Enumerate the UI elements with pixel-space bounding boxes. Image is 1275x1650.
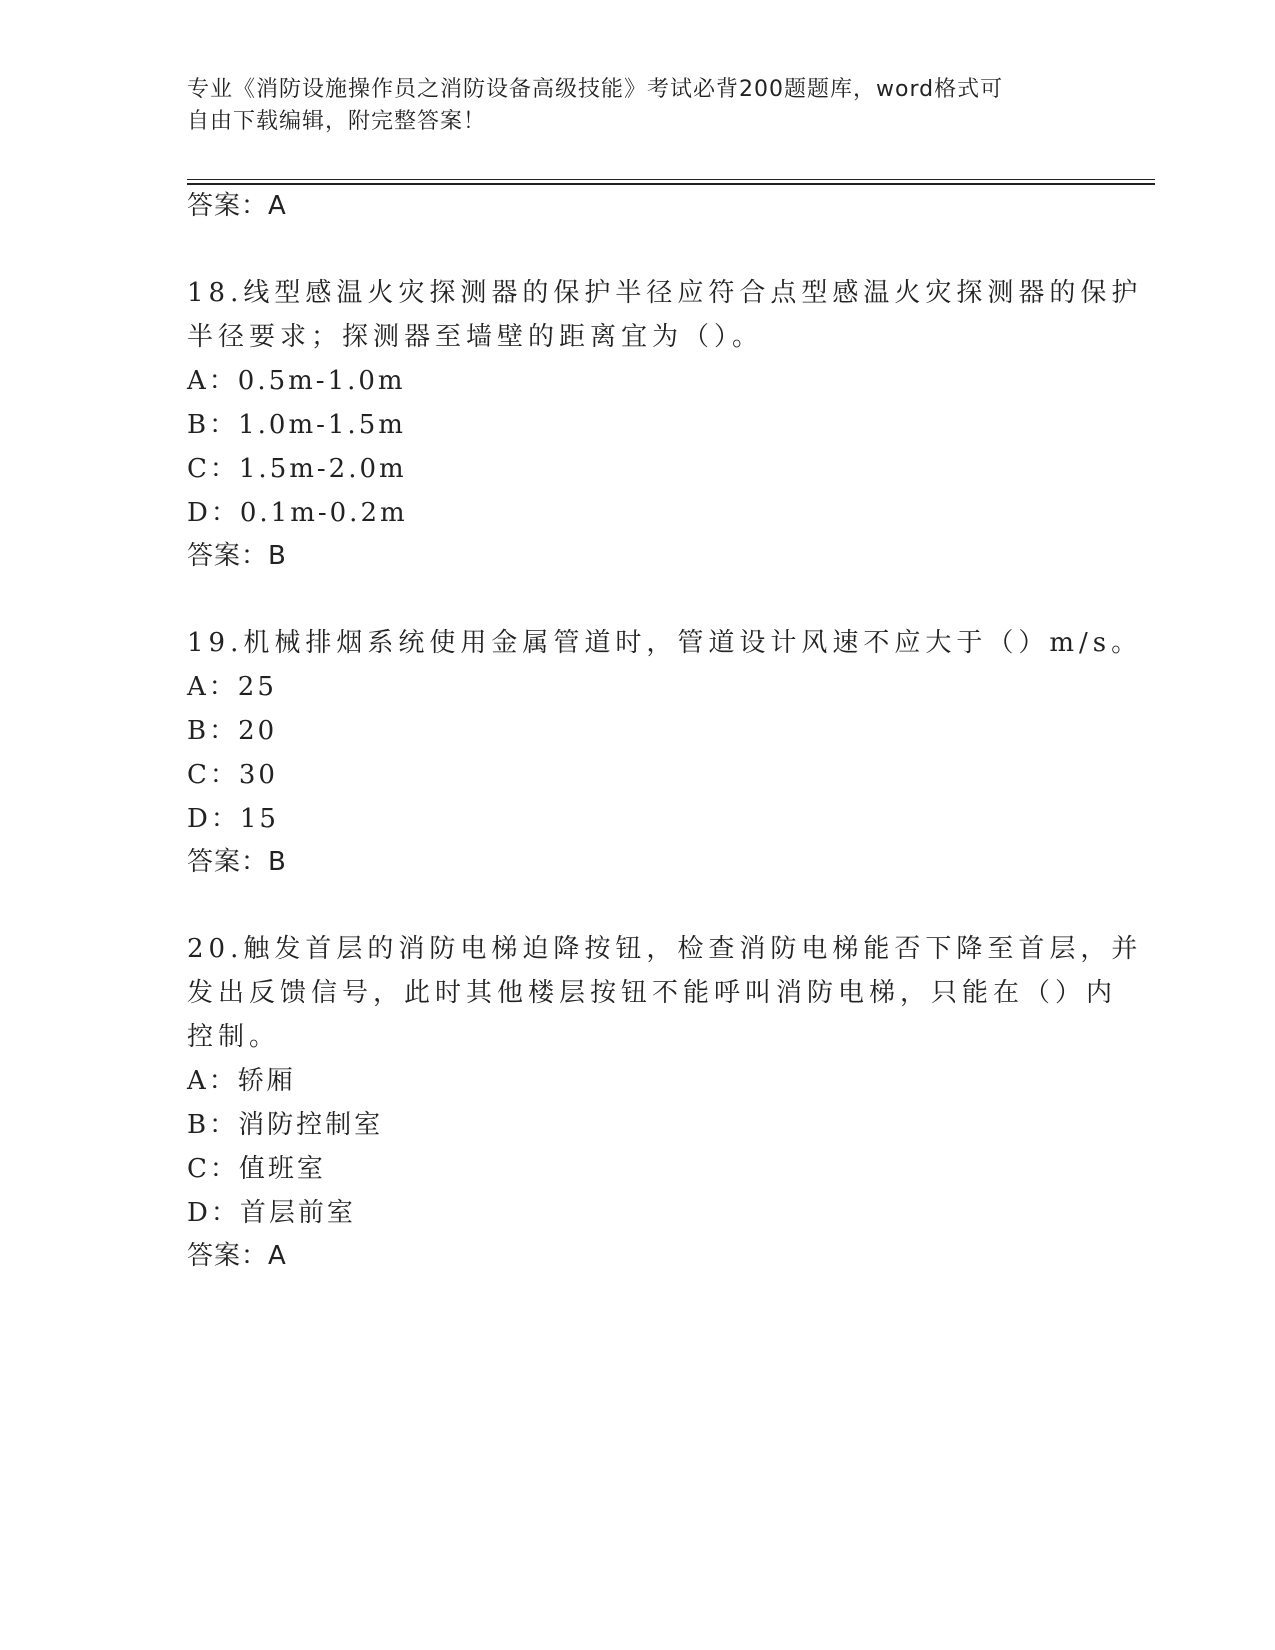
question-20-option-b: B：消防控制室: [187, 1110, 384, 1140]
question-20-option-a: A：轿厢: [187, 1066, 296, 1096]
question-18-option-c: C：1.5m-2.0m: [187, 454, 407, 484]
question-20-text-line-2: 发出反馈信号，此时其他楼层按钮不能呼叫消防电梯，只能在（）内: [187, 978, 1118, 1008]
question-20-option-c: C：值班室: [187, 1154, 326, 1184]
question-18-option-a: A：0.5m-1.0m: [187, 366, 406, 396]
header-line-1: 专业《消防设施操作员之消防设备高级技能》考试必背200题题库，word格式可: [187, 77, 1004, 102]
question-20-text-line-1: 20.触发首层的消防电梯迫降按钮，检查消防电梯能否下降至首层，并: [187, 934, 1143, 964]
question-18-text-line-1: 18.线型感温火灾探测器的保护半径应符合点型感温火灾探测器的保护: [187, 278, 1143, 308]
question-19-option-d: D：15: [187, 804, 279, 834]
question-19-answer: 答案：B: [187, 847, 287, 877]
previous-answer: 答案：A: [187, 191, 287, 221]
question-18-option-b: B：1.0m-1.5m: [187, 410, 406, 440]
header-divider-thin: [187, 179, 1155, 180]
question-20-option-d: D：首层前室: [187, 1198, 356, 1228]
header-divider-thick: [187, 183, 1155, 185]
question-19-option-c: C：30: [187, 760, 278, 790]
question-20-answer: 答案：A: [187, 1241, 287, 1271]
question-20-text-line-3: 控制。: [187, 1022, 281, 1052]
header-line-2: 自由下载编辑，附完整答案！: [187, 109, 487, 134]
question-19-option-b: B：20: [187, 716, 278, 746]
question-19-option-a: A：25: [187, 672, 277, 702]
question-18-option-d: D：0.1m-0.2m: [187, 498, 408, 528]
question-18-text-line-2: 半径要求；探测器至墙壁的距离宜为（）。: [187, 322, 764, 352]
question-19-text-line-1: 19.机械排烟系统使用金属管道时，管道设计风速不应大于（）m/s。: [187, 628, 1143, 658]
question-18-answer: 答案：B: [187, 541, 287, 571]
page-header: [187, 74, 1087, 138]
